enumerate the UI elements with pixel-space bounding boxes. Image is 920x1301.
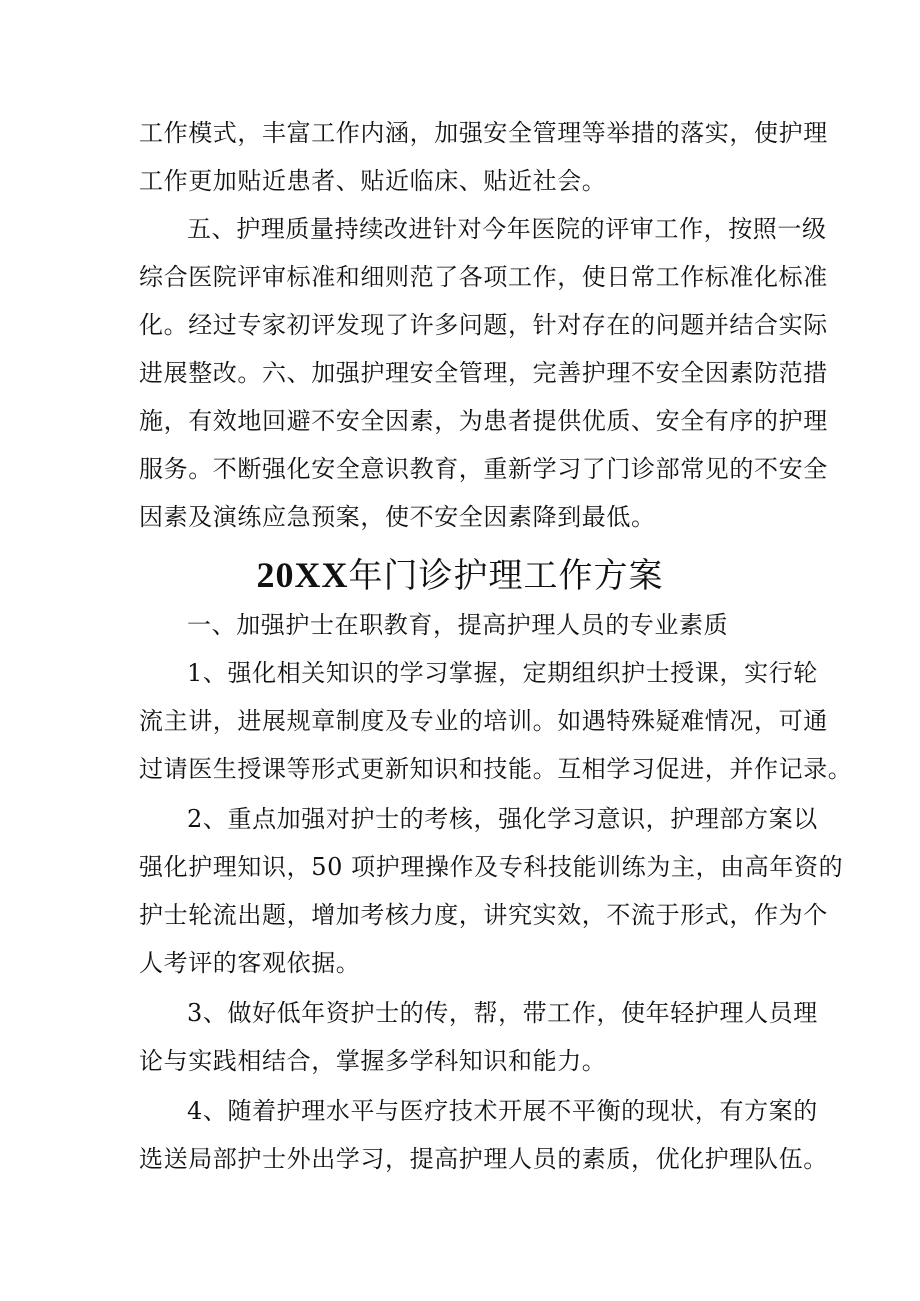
item-1-line-2: 流主讲，进展规章制度及专业的培训。如遇特殊疑难情况，可通 xyxy=(139,707,828,735)
paragraph-2-line-2: 综合医院评审标准和细则范了各项工作，使日常工作标准化标准 xyxy=(139,263,828,291)
section-1-title: 一、加强护士在职教育，提高护理人员的专业素质 xyxy=(187,611,729,639)
paragraph-1-line-2: 工作更加贴近患者、贴近临床、贴近社会。 xyxy=(139,167,607,195)
section-heading xyxy=(0,553,920,598)
paragraph-2-line-6: 服务。不断强化安全意识教育，重新学习了门诊部常见的不安全 xyxy=(139,455,828,483)
item-1-line-1: 1、强化相关知识的学习掌握，定期组织护士授课，实行轮 xyxy=(187,659,818,687)
paragraph-2-line-1: 五、护理质量持续改进针对今年医院的评审工作，按照一级 xyxy=(187,215,827,243)
heading-title: 年门诊护理工作方案 xyxy=(348,556,664,596)
item-4-line-1: 4、随着护理水平与医疗技术开展不平衡的现状，有方案的 xyxy=(187,1097,818,1125)
item-1-line-3: 过请医生授课等形式更新知识和技能。互相学习促进，并作记录。 xyxy=(139,755,853,783)
heading-year: 20XX xyxy=(256,555,349,595)
item-2-line-2: 强化护理知识，50 项护理操作及专科技能训练为主，由高年资的 xyxy=(139,853,844,881)
item-3-line-1: 3、做好低年资护士的传，帮，带工作，使年轻护理人员理 xyxy=(187,999,818,1027)
paragraph-2-line-3: 化。经过专家初评发现了许多问题，针对存在的问题并结合实际 xyxy=(139,311,828,339)
item-4-line-2: 选送局部护士外出学习，提高护理人员的素质，优化护理队伍。 xyxy=(139,1145,828,1173)
item-2-line-3: 护士轮流出题，增加考核力度，讲究实效，不流于形式，作为个 xyxy=(139,901,828,929)
paragraph-1-line-1: 工作模式，丰富工作内涵，加强安全管理等举措的落实，使护理 xyxy=(139,119,828,147)
paragraph-2-line-7: 因素及演练应急预案，使不安全因素降到最低。 xyxy=(139,503,656,531)
item-2-line-4: 人考评的客观依据。 xyxy=(139,949,361,977)
item-2-line-1: 2、重点加强对护士的考核，强化学习意识，护理部方案以 xyxy=(187,805,818,833)
paragraph-2-line-4: 进展整改。六、加强护理安全管理，完善护理不安全因素防范措 xyxy=(139,359,828,387)
paragraph-2-line-5: 施，有效地回避不安全因素，为患者提供优质、安全有序的护理 xyxy=(139,407,828,435)
item-3-line-2: 论与实践相结合，掌握多学科知识和能力。 xyxy=(139,1047,607,1075)
